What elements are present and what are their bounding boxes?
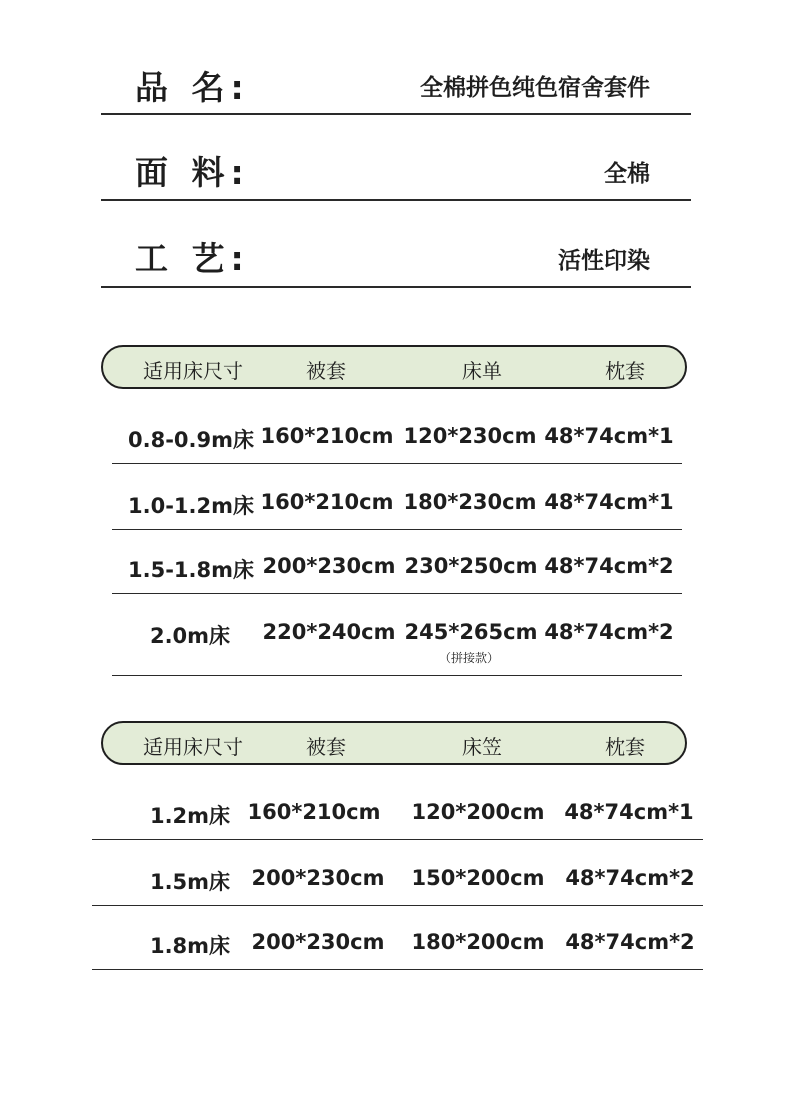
table2-cell-size: 1.2m床 [149,804,231,828]
table2-cell-fitted-sheet: 180*200cm [411,930,545,954]
table2-cell-fitted-sheet: 120*200cm [411,800,545,824]
table2-row-divider [92,969,703,970]
product-name-value: 全棉拼色纯色宿舍套件 [420,75,650,101]
table2-cell-duvet: 200*230cm [251,866,385,890]
table1-cell-pillow: 48*74cm*2 [544,554,674,578]
table1-cell-size: 1.5-1.8m床 [128,558,254,582]
table1-cell-duvet: 160*210cm [260,490,394,514]
craft-label: 工 艺: [135,239,250,278]
table2-header-fitted-sheet: 床笠 [462,735,502,759]
table2-cell-size: 1.5m床 [149,870,231,894]
table1-cell-pillow: 48*74cm*1 [544,490,674,514]
table1-cell-sheet: 120*230cm [403,424,537,448]
table2-cell-duvet: 160*210cm [247,800,381,824]
table1-cell-sheet: 245*265cm [404,620,538,644]
table1-cell-pillow: 48*74cm*2 [544,620,674,644]
table1-cell-sheet: 180*230cm [403,490,537,514]
product-name-label: 品 名: [135,68,250,107]
table2-cell-size: 1.8m床 [149,934,231,958]
table1-header-duvet: 被套 [306,359,346,383]
table2-header-duvet: 被套 [306,735,346,759]
table1-cell-size: 2.0m床 [149,624,231,648]
table2-cell-fitted-sheet: 150*200cm [411,866,545,890]
info-row-fabric [101,145,691,201]
table1-header-pillow: 枕套 [605,359,645,383]
table2-row-divider [92,905,703,906]
craft-value: 活性印染 [558,248,650,274]
table2-cell-pillow: 48*74cm*2 [565,930,695,954]
table1-cell-sheet: 230*250cm [404,554,538,578]
table2-cell-pillow: 48*74cm*2 [565,866,695,890]
info-row-craft [101,230,691,288]
table1-cell-size: 0.8-0.9m床 [128,428,254,452]
table2-cell-duvet: 200*230cm [251,930,385,954]
fabric-label: 面 料: [135,153,250,192]
table2-cell-pillow: 48*74cm*1 [564,800,694,824]
info-row-product-name [101,58,691,115]
table1-header-size: 适用床尺寸 [143,359,243,383]
table2-header-size: 适用床尺寸 [143,735,243,759]
table1-row-divider [112,593,682,594]
table1-cell-duvet: 220*240cm [262,620,396,644]
splice-note: （拼接款） [438,651,500,665]
table1-row-divider [112,529,682,530]
table2-header [101,721,687,765]
table1-row-divider [112,675,682,676]
table1-cell-size: 1.0-1.2m床 [128,494,254,518]
fabric-value: 全棉 [604,161,650,187]
table1-header-sheet: 床单 [462,359,502,383]
table2-header-pillow: 枕套 [605,735,645,759]
table2-row-divider [92,839,703,840]
table1-cell-duvet: 160*210cm [260,424,394,448]
table1-cell-pillow: 48*74cm*1 [544,424,674,448]
table1-cell-duvet: 200*230cm [262,554,396,578]
table1-row-divider [112,463,682,464]
table1-header [101,345,687,389]
